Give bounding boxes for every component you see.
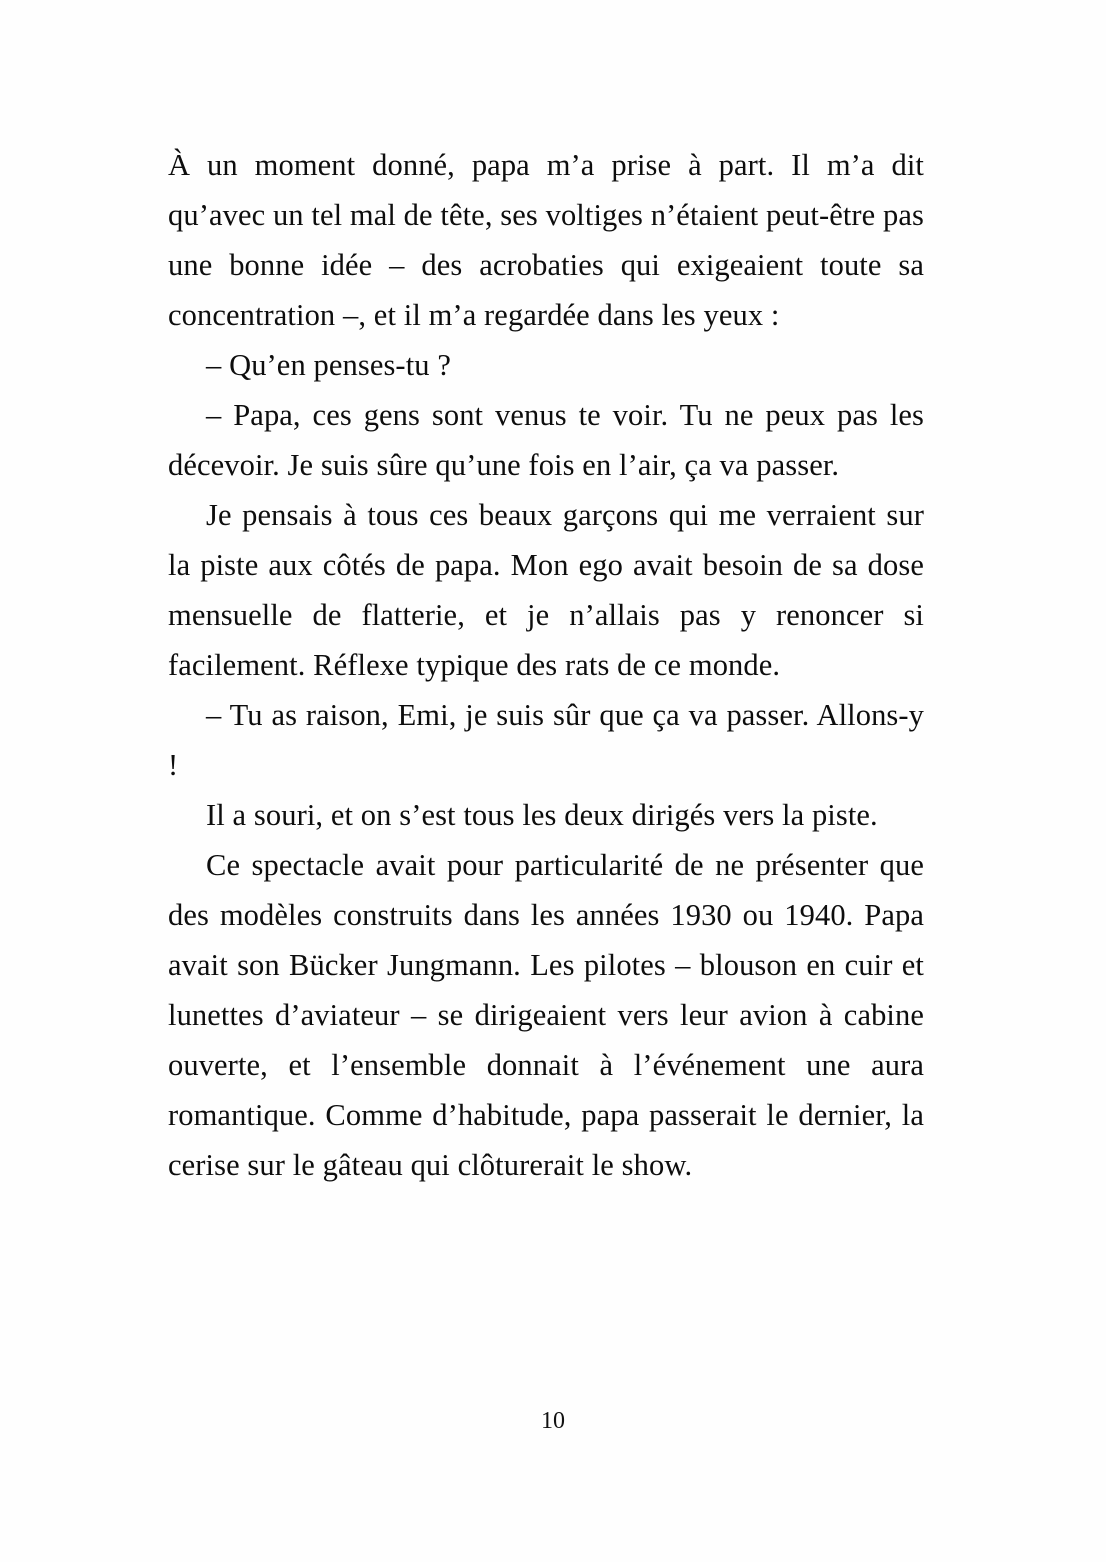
paragraph-2: – Qu’en penses-tu ? bbox=[206, 348, 451, 382]
page-number: 10 bbox=[541, 1408, 565, 1434]
paragraph-5: – Tu as raison, Emi, je suis sûr que ça va passer. Allons-y ! bbox=[168, 698, 924, 782]
body-text bbox=[168, 140, 924, 1190]
paragraph-6: Il a souri, et on s’est tous les deux dirigés vers la piste. bbox=[206, 798, 878, 832]
paragraph-7: Ce spectacle avait pour particularité de ne présenter que des modèles construits dans les années 1930 ou 1940. Papa avait son Bücker Jungmann. Les pilotes – blouson en cuir et lunettes d’aviateur – se dirigeaient vers leur avion à cabine ouverte, et l’ensemble donnait à l’événement une aura romantique. Comme d’habitude, papa passerait le dernier, la cerise sur le gâteau qui clôturerait le show. bbox=[168, 848, 924, 1182]
paragraph-4: Je pensais à tous ces beaux garçons qui me verraient sur la piste aux côtés de papa. Mon ego avait besoin de sa dose mensuelle de flatterie, et je n’allais pas y renoncer si facilement. Réflexe typique des rats de ce monde. bbox=[168, 498, 924, 682]
paragraph-3: – Papa, ces gens sont venus te voir. Tu ne peux pas les décevoir. Je suis sûre qu’une fois en l’air, ça va passer. bbox=[168, 398, 924, 482]
paragraph-1: À un moment donné, papa m’a prise à part. Il m’a dit qu’avec un tel mal de tête, ses voltiges n’étaient peut-être pas une bonne idée – des acrobaties qui exigeaient toute sa concentration –, et il m’a regardée dans les yeux : bbox=[168, 148, 924, 332]
